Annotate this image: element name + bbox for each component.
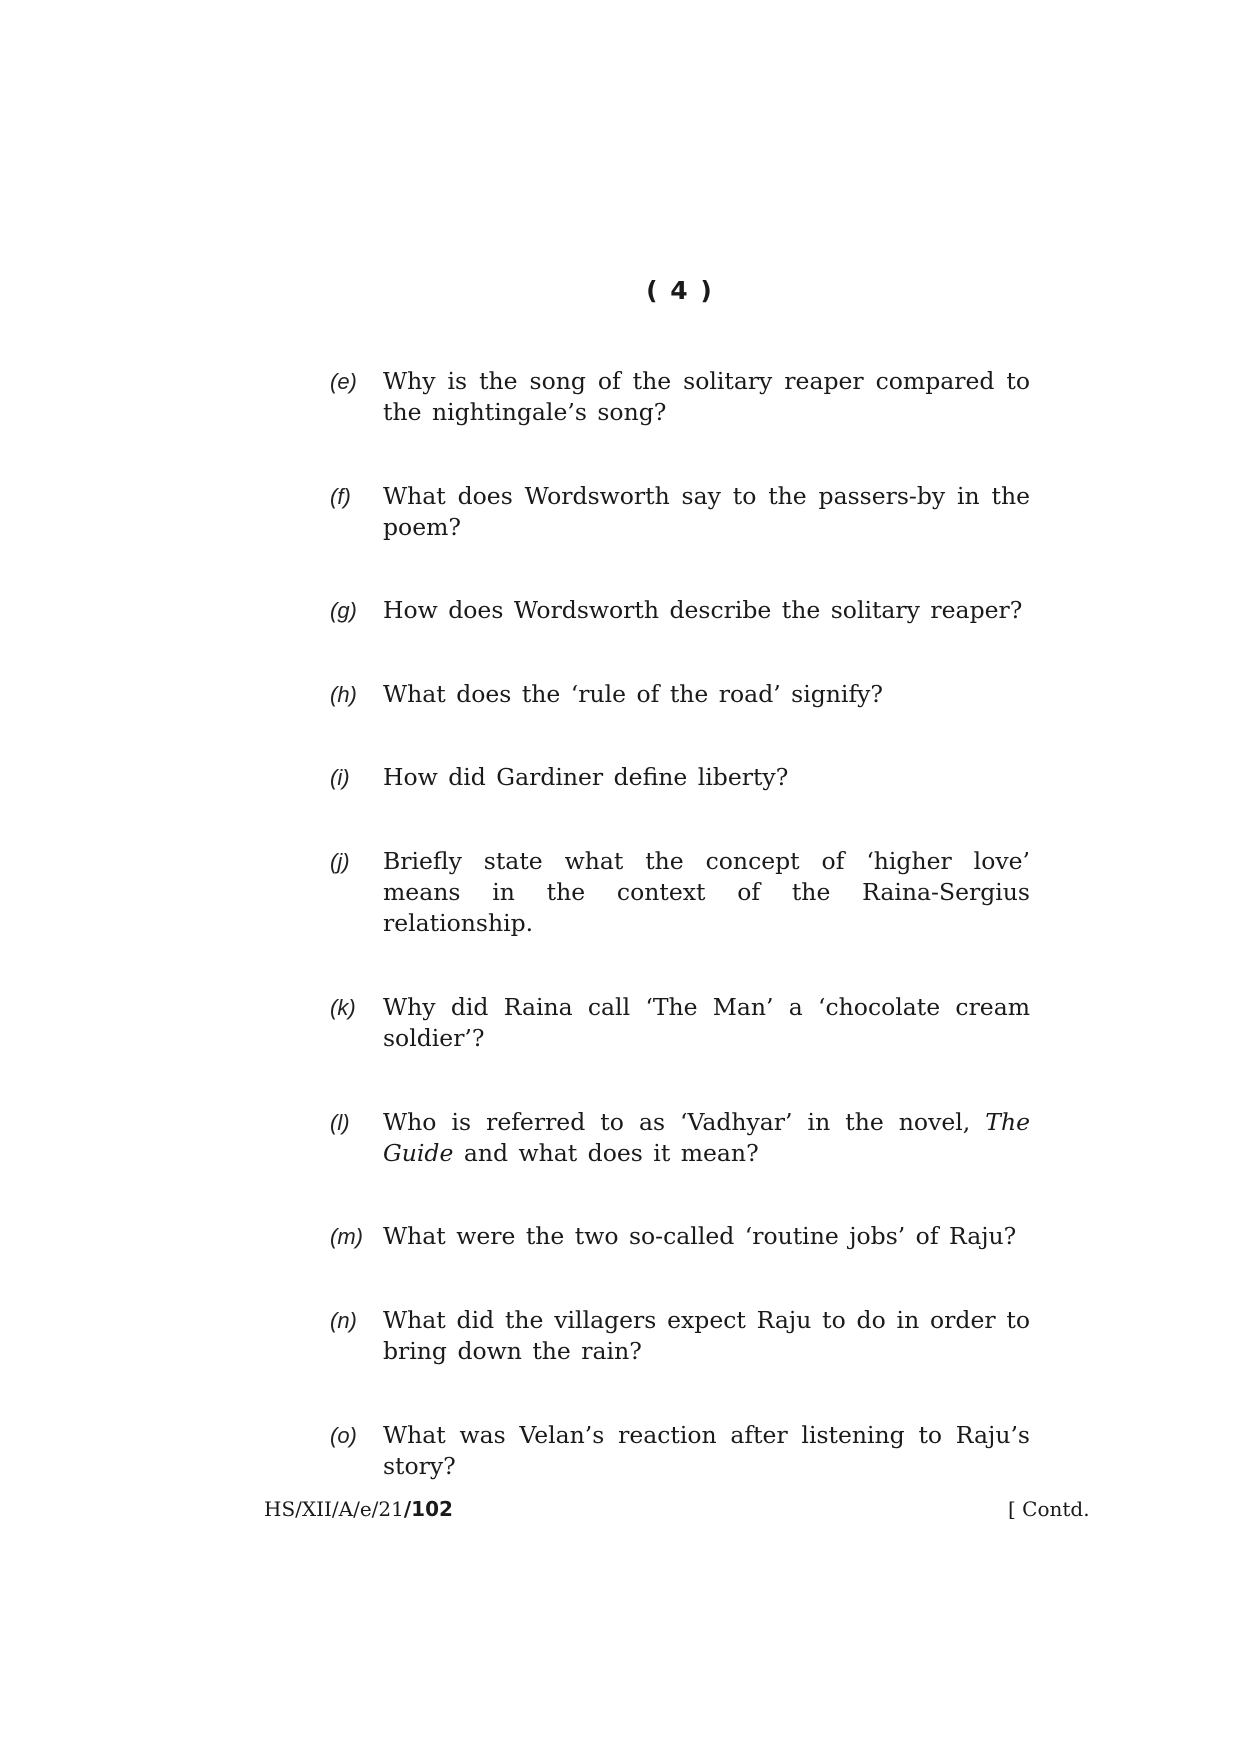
question-text: Why is the song of the solitary reaper compared to the nightingale’s song? bbox=[383, 367, 1030, 426]
question-item bbox=[330, 846, 1030, 939]
question-label: (j) bbox=[330, 849, 350, 874]
question-item bbox=[330, 595, 1030, 626]
question-label: (h) bbox=[330, 682, 357, 707]
paper-code-number: /102 bbox=[403, 1497, 453, 1521]
question-item bbox=[330, 1107, 1030, 1169]
page-number: ( 4 ) bbox=[646, 276, 714, 305]
question-label: (l) bbox=[330, 1110, 350, 1135]
paper-code bbox=[264, 1497, 453, 1521]
question-item bbox=[330, 992, 1030, 1054]
question-item bbox=[330, 1420, 1030, 1482]
question-item bbox=[330, 762, 1030, 793]
question-text bbox=[383, 1107, 1030, 1169]
question-label: (i) bbox=[330, 765, 350, 790]
question-text: What was Velan’s reaction after listening to Raju’s story? bbox=[383, 1421, 1030, 1480]
question-item bbox=[330, 1305, 1030, 1367]
question-text: What does the ‘rule of the road’ signify? bbox=[383, 680, 884, 708]
question-list bbox=[330, 366, 1030, 1482]
question-label: (k) bbox=[330, 995, 356, 1020]
paper-code-prefix: HS/XII/A/e/21 bbox=[264, 1497, 404, 1521]
question-item bbox=[330, 366, 1030, 428]
question-text: What does Wordsworth say to the passers-by in the poem? bbox=[383, 482, 1030, 541]
question-label: (f) bbox=[330, 484, 351, 509]
question-label: (e) bbox=[330, 369, 357, 394]
question-text: What were the two so-called ‘routine jobs’ of Raju? bbox=[383, 1222, 1017, 1250]
question-label: (o) bbox=[330, 1423, 357, 1448]
question-text-part: Who is referred to as ‘Vadhyar’ in the novel, bbox=[383, 1108, 986, 1136]
question-item bbox=[330, 1221, 1030, 1252]
question-text: How did Gardiner define liberty? bbox=[383, 763, 789, 791]
continued-marker: [ Contd. bbox=[1008, 1497, 1090, 1521]
question-text-part: and what does it mean? bbox=[453, 1139, 759, 1167]
question-text: Why did Raina call ‘The Man’ a ‘chocolate cream soldier’? bbox=[383, 993, 1030, 1052]
question-item bbox=[330, 679, 1030, 710]
novel-title: The Guide bbox=[383, 1108, 1030, 1167]
question-label: (n) bbox=[330, 1308, 357, 1333]
question-text: Briefly state what the concept of ‘higher love’ means in the context of the Raina-Sergius relationship. bbox=[383, 847, 1030, 937]
question-label: (m) bbox=[330, 1224, 363, 1249]
question-label: (g) bbox=[330, 598, 357, 623]
question-text: How does Wordsworth describe the solitary reaper? bbox=[383, 596, 1023, 624]
question-item bbox=[330, 481, 1030, 543]
question-text: What did the villagers expect Raju to do in order to bring down the rain? bbox=[383, 1306, 1030, 1365]
